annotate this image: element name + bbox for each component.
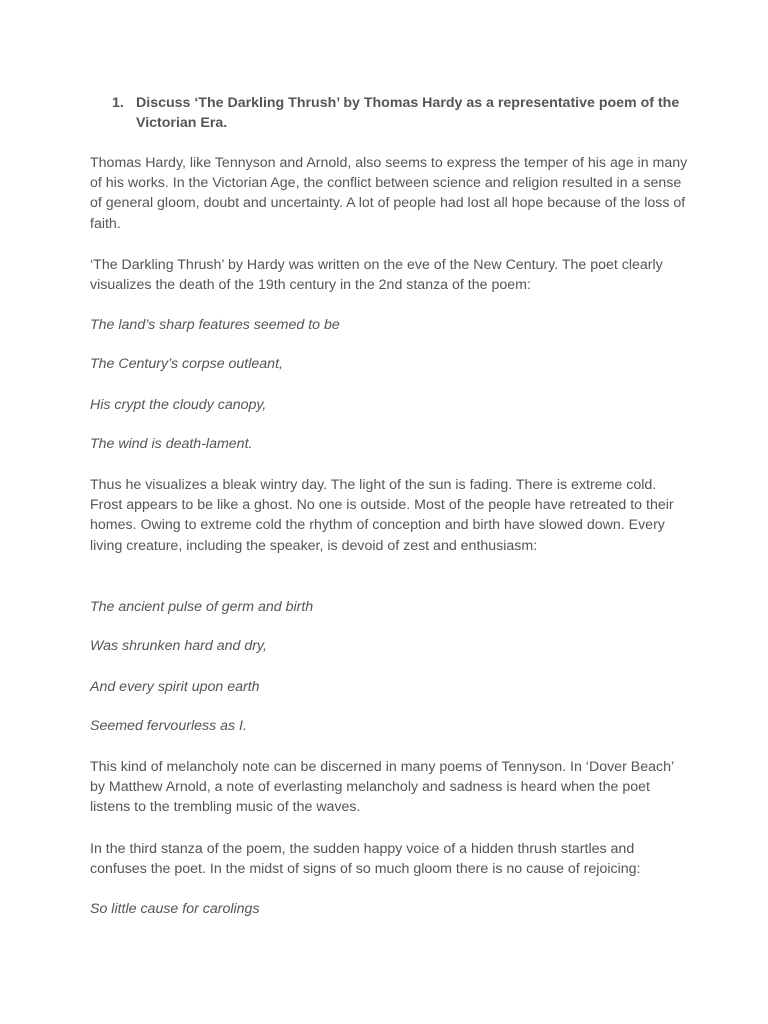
paragraph-melancholy: This kind of melancholy note can be discerned in many poems of Tennyson. In ‘Dover Beach’ by Matthew Arnold, a note of everlasting melancholy and sadness is heard when the poet listens to the trembling music of the waves. [90,759,674,816]
paragraph-intro: Thomas Hardy, like Tennyson and Arnold, also seems to express the temper of his age in many of his works. In the Victorian Age, the conflict between science and religion resulted in a sense of general gloom, doubt and uncertainty. A lot of people had lost all hope because of the loss of faith. [90,155,688,232]
verse-line: Seemed fervourless as I. [90,718,247,734]
verse-line: The ancient pulse of germ and birth [90,599,314,615]
verse-line: So little cause for carolings [90,901,260,917]
paragraph-darkling-thrush: ‘The Darkling Thrush’ by Hardy was written on the eve of the New Century. The poet clearly visualizes the death of the 19th century in the 2nd stanza of the poem: [90,257,663,294]
question-heading [112,93,682,133]
paragraph-third-stanza: In the third stanza of the poem, the sudden happy voice of a hidden thrush startles and confuses the poet. In the midst of signs of so much gloom there is no cause of rejoicing: [90,841,641,878]
question-number: 1. [112,95,124,111]
verse-line: The wind is death-lament. [90,436,253,452]
verse-line: And every spirit upon earth [90,679,260,695]
verse-line: His crypt the cloudy canopy, [90,397,267,413]
question-text: Discuss ‘The Darkling Thrush’ by Thomas Hardy as a representative poem of the Victorian Era. [136,95,680,131]
verse-line: The Century’s corpse outleant, [90,356,283,372]
paragraph-bleak-day: Thus he visualizes a bleak wintry day. The light of the sun is fading. There is extreme cold. Frost appears to be like a ghost. No one is outside. Most of the people have retreated to their homes. Owing to extreme cold the rhythm of conception and birth have slowed down. Every living creature, including the speaker, is devoid of zest and enthusiasm: [90,477,674,554]
verse-line: Was shrunken hard and dry, [90,638,267,654]
verse-line: The land’s sharp features seemed to be [90,317,340,333]
